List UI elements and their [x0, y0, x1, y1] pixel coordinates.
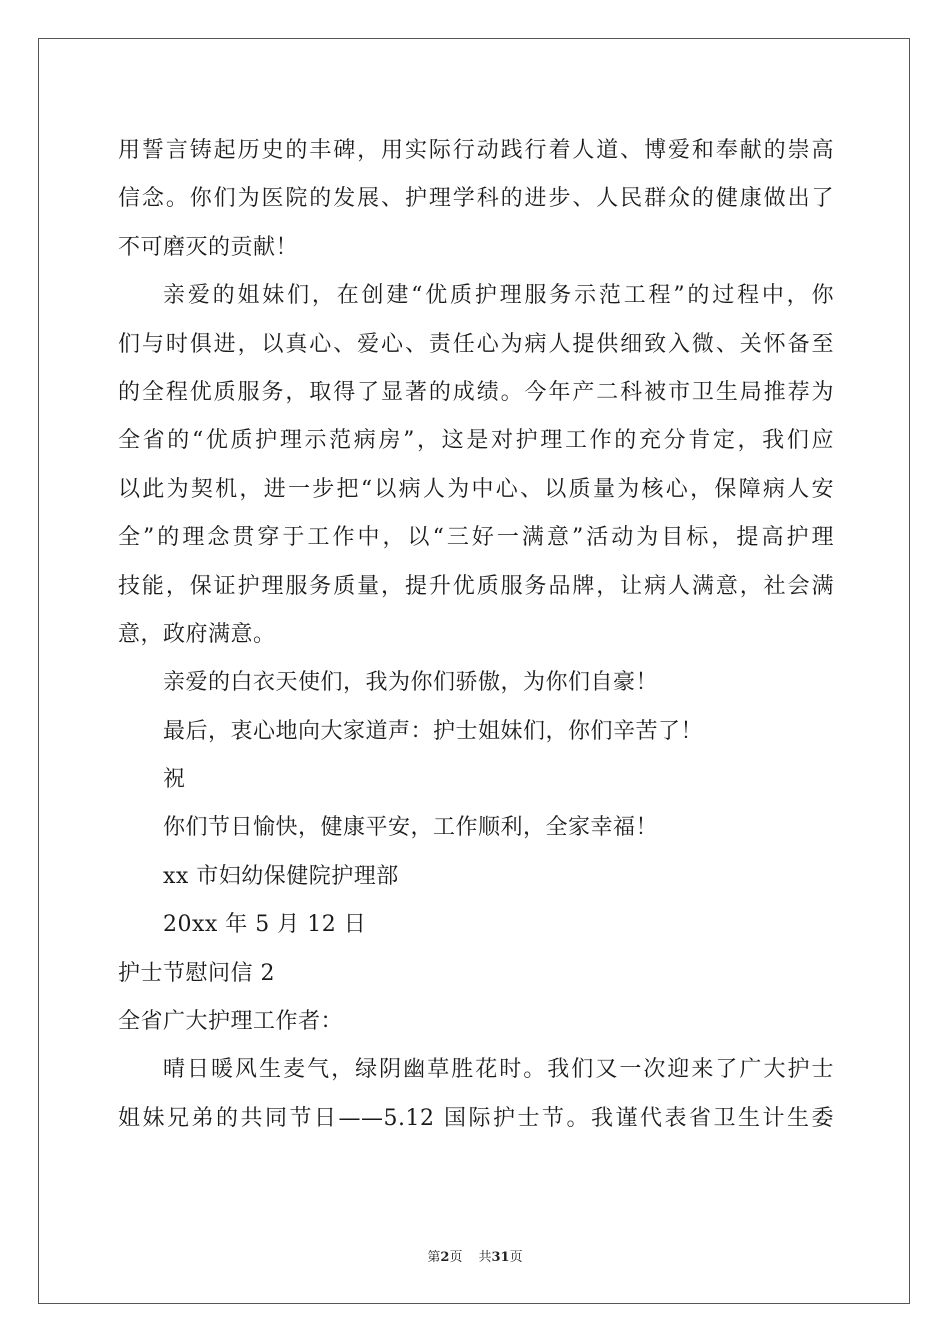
text-line: 亲爱的姐妹们，在创建“优质护理服务示范工程”的过程中，你 — [163, 283, 834, 309]
text-line: xx 市妇幼保健院护理部 — [163, 863, 399, 889]
current-page-number: 2 — [440, 1250, 450, 1265]
text-line: 们与时俱进，以真心、爱心、责任心为病人提供细致入微、关怀备至 — [118, 331, 834, 357]
page-footer — [0, 1246, 950, 1265]
text-line: 技能，保证护理服务质量，提升优质服务品牌，让病人满意，社会满 — [118, 573, 834, 599]
text-line: 护士节慰问信 2 — [118, 960, 275, 986]
footer-total-prefix: 共 — [478, 1250, 492, 1265]
text-line: 你们节日愉快，健康平安，工作顺利，全家幸福！ — [163, 815, 659, 841]
text-line: 不可磨灭的贡献！ — [118, 234, 299, 260]
text-line: 全”的理念贯穿于工作中，以“三好一满意”活动为目标，提高护理 — [118, 525, 834, 551]
text-line: 最后，衷心地向大家道声：护士姐妹们，你们辛苦了！ — [163, 718, 704, 744]
footer-page-suffix: 页 — [449, 1250, 463, 1265]
total-pages-number: 31 — [491, 1250, 510, 1265]
footer-prefix: 第 — [427, 1250, 441, 1265]
document-body — [118, 127, 834, 1143]
footer-total-suffix: 页 — [509, 1250, 523, 1265]
text-line: 信念。你们为医院的发展、护理学科的进步、人民群众的健康做出了 — [118, 186, 834, 212]
text-line: 意，政府满意。 — [118, 621, 276, 647]
text-line: 以此为契机，进一步把“以病人为中心、以质量为核心，保障病人安 — [118, 476, 834, 502]
text-line: 全省广大护理工作者： — [118, 1009, 344, 1035]
text-line: 亲爱的白衣天使们，我为你们骄傲，为你们自豪！ — [163, 670, 659, 696]
text-line: 用誓言铸起历史的丰碑，用实际行动践行着人道、博爱和奉献的崇高 — [118, 138, 834, 163]
text-line: 晴日暖风生麦气，绿阴幽草胜花时。我们又一次迎来了广大护士 — [163, 1057, 834, 1083]
text-line: 祝 — [163, 767, 186, 793]
text-line: 20xx 年 5 月 12 日 — [163, 912, 367, 938]
text-line: 全省的“优质护理示范病房”，这是对护理工作的充分肯定，我们应 — [118, 428, 834, 454]
text-line: 姐妹兄弟的共同节日——5.12 国际护士节。我谨代表省卫生计生委 — [118, 1105, 834, 1131]
text-line: 的全程优质服务，取得了显著的成绩。今年产二科被市卫生局推荐为 — [118, 379, 834, 405]
